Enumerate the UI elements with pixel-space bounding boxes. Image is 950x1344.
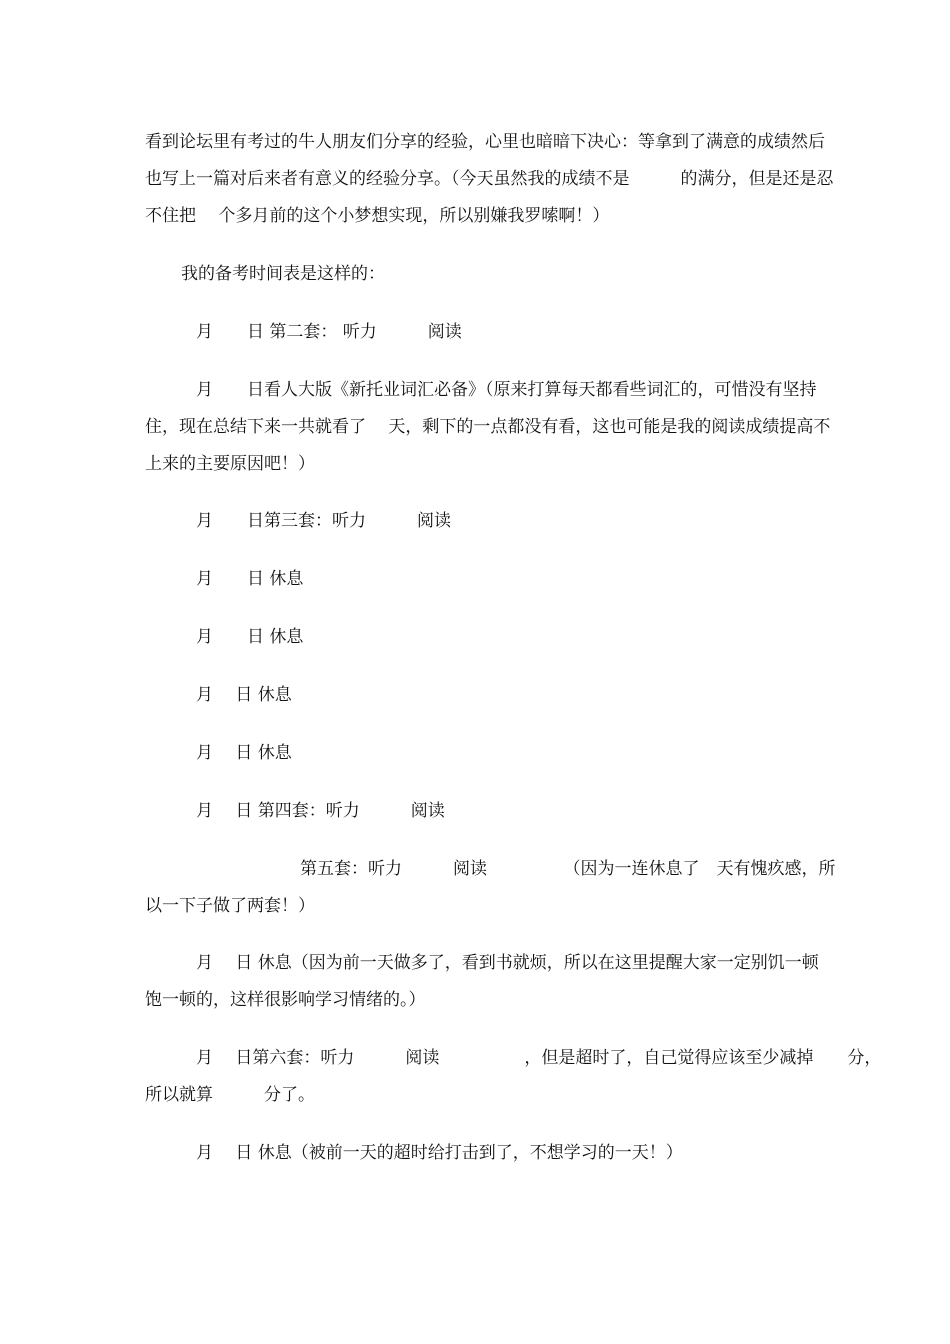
schedule-entry-rest-5-line-1: 月 日 休息（因为前一天做多了，看到书就烦，所以在这里提醒大家一定别饥一顿 — [196, 953, 819, 973]
schedule-entry-rest-4: 月 日 休息 — [196, 743, 292, 763]
schedule-entry-rest-5-line-2: 饱一顿的，这样很影响学习情绪的。） — [145, 990, 426, 1010]
schedule-entry-set-6-line-1: 月 日第六套：听力 阅读 ，但是超时了，自己觉得应该至少减掉 分， — [196, 1048, 882, 1068]
schedule-entry-rest-2: 月 日 休息 — [196, 627, 304, 647]
schedule-intro: 我的备考时间表是这样的： — [181, 264, 385, 284]
schedule-entry-set-3: 月 日第三套：听力 阅读 — [196, 511, 451, 531]
schedule-entry-set-5-line-2: 以一下子做了两套！） — [145, 896, 315, 916]
paragraph-1-line-2: 也写上一篇对后来者有意义的经验分享。（今天虽然我的成绩不是 的满分，但是还是忍 — [145, 169, 834, 189]
schedule-entry-rest-6: 月 日 休息（被前一天的超时给打击到了，不想学习的一天！） — [196, 1143, 683, 1163]
paragraph-1-line-1: 看到论坛里有考过的牛人朋友们分享的经验，心里也暗暗下决心：等拿到了满意的成绩然后 — [145, 132, 825, 152]
schedule-entry-set-6-line-2: 所以就算 分了。 — [145, 1085, 315, 1105]
vocab-entry-line-1: 月 日看人大版《新托业词汇必备》（原来打算每天都看些词汇的，可惜没有坚持 — [196, 380, 817, 400]
schedule-entry-set-4: 月 日 第四套：听力 阅读 — [196, 801, 445, 821]
schedule-entry-rest-3: 月 日 休息 — [196, 685, 292, 705]
schedule-entry-rest-1: 月 日 休息 — [196, 569, 304, 589]
paragraph-1-line-3: 不住把 个多月前的这个小梦想实现，所以别嫌我罗嗦啊！） — [145, 206, 610, 226]
schedule-entry-set-5-line-1: 第五套：听力 阅读 （因为一连休息了 天有愧疚感，所 — [300, 859, 836, 879]
vocab-entry-line-3: 上来的主要原因吧！） — [145, 454, 315, 474]
vocab-entry-line-2: 住，现在总结下来一共就看了 天，剩下的一点都没有看，这也可能是我的阅读成绩提高不 — [145, 417, 831, 437]
schedule-entry-set-2: 月 日 第二套： 听力 阅读 — [196, 322, 462, 342]
